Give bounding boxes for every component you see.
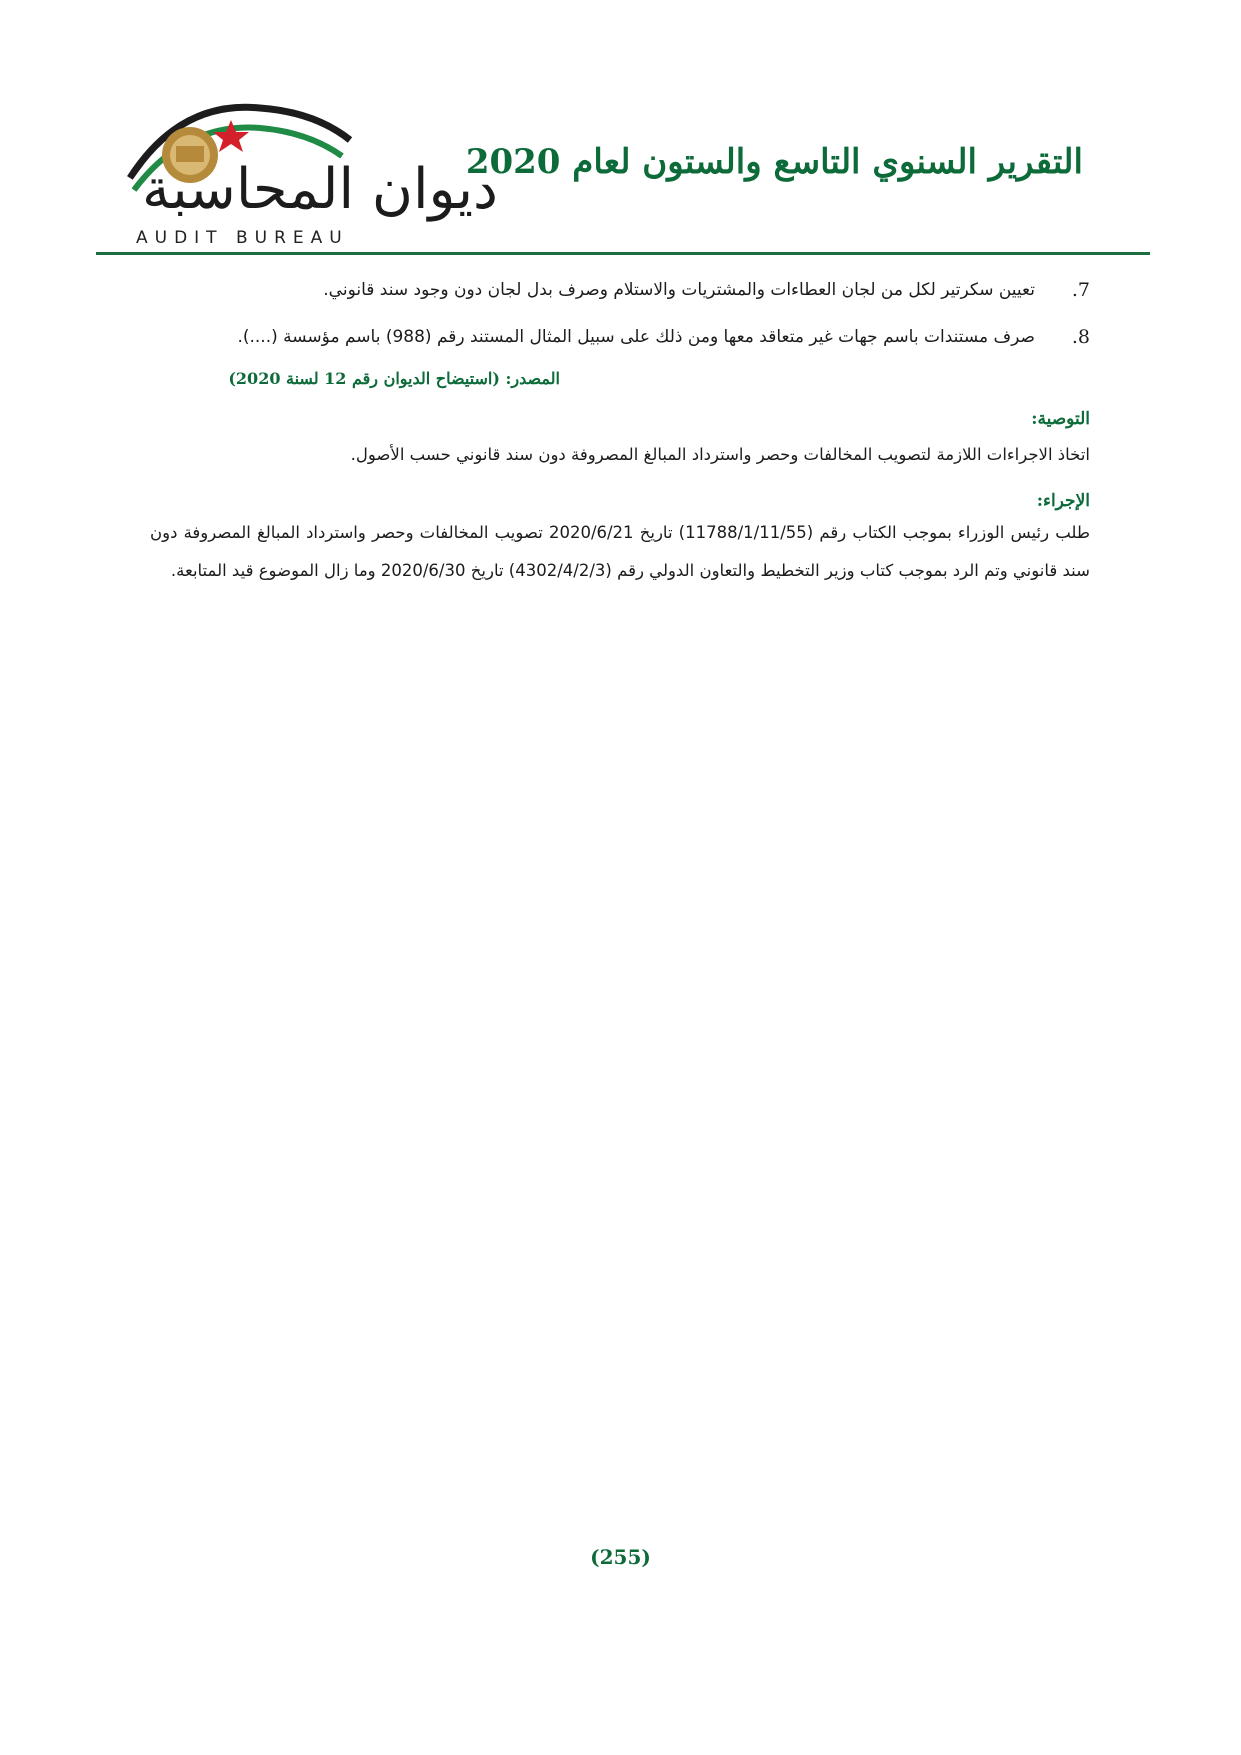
- item-number: .8: [1071, 326, 1090, 348]
- list-item: [150, 315, 1090, 360]
- svg-text:ديوان المحاسبة: ديوان المحاسبة: [142, 157, 498, 222]
- audit-bureau-logo: [110, 60, 498, 250]
- item-number: .7: [1071, 279, 1090, 301]
- report-title: التقرير السنوي التاسع والستون لعام 2020: [465, 142, 1083, 182]
- page-content: [150, 268, 1090, 590]
- source-note: المصدر: (استيضاح الديوان رقم 12 لسنة 2020): [228, 369, 560, 388]
- action-heading: الإجراء:: [1036, 491, 1090, 511]
- item-text: تعيين سكرتير لكل من لجان العطاءات والمشتريات والاستلام وصرف بدل لجان دون وجود سند قانوني.: [323, 280, 1035, 300]
- list-item: [150, 268, 1090, 313]
- recommendation-text: اتخاذ الاجراءات اللازمة لتصويب المخالفات وحصر واسترداد المبالغ المصروفة دون سند قانوني حسب الأصول.: [350, 445, 1090, 464]
- item-text: صرف مستندات باسم جهات غير متعاقد معها ومن ذلك على سبيل المثال المستند رقم (988) باسم مؤسسة (....).: [237, 327, 1035, 347]
- logo-subtitle: AUDIT BUREAU: [136, 228, 349, 248]
- header-divider: [96, 252, 1150, 255]
- page-number: (255): [590, 1545, 651, 1569]
- action-text: طلب رئيس الوزراء بموجب الكتاب رقم (11788/1/11/55) تاريخ 2020/6/21 تصويب المخالفات وحصر واسترداد المبالغ المصروفة دون سند قانوني وتم الرد بموجب كتاب وزير التخطيط والتعاون الدولي رقم (4302/4/2/3) تاريخ 2020/6/30 وما زال الموضوع قيد المتابعة.: [150, 523, 1090, 580]
- recommendation-heading: التوصية:: [1031, 409, 1090, 429]
